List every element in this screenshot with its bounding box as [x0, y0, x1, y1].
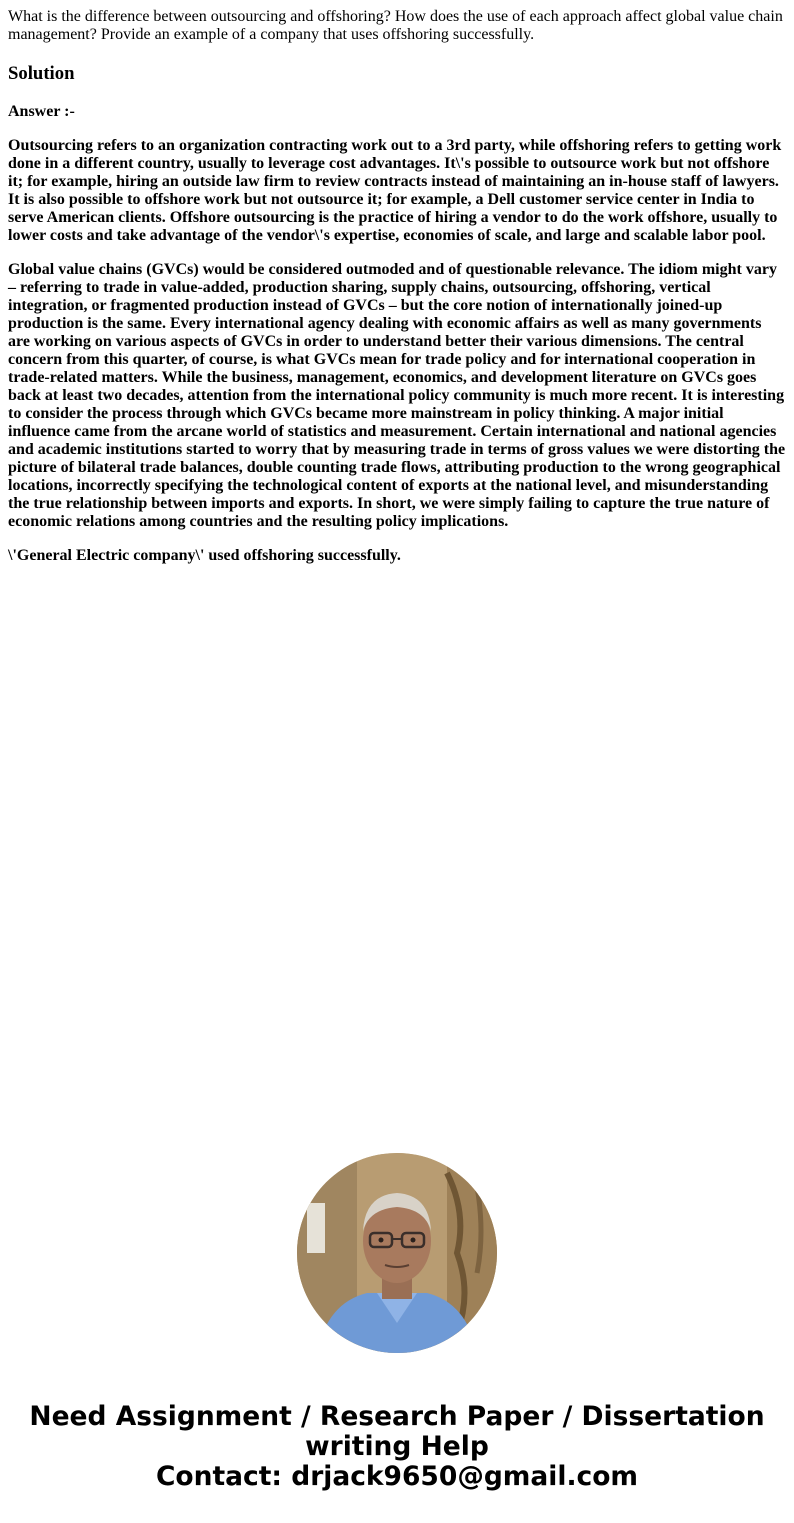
question-text: What is the difference between outsourcing and offshoring? How does the use of each approach affect global value chain management? Provide an example of a company that uses offshoring successfully. — [8, 8, 783, 43]
author-photo-icon — [297, 1153, 497, 1353]
promo-banner — [0, 1402, 794, 1492]
answer-heading: Answer :- — [8, 103, 75, 120]
solution-heading: Solution — [8, 63, 75, 84]
author-avatar — [297, 1153, 497, 1353]
promo-contact: Contact: drjack9650@gmail.com — [155, 1461, 639, 1492]
document-body — [8, 8, 786, 581]
answer-paragraph-example: \'General Electric company\' used offshoring successfully. — [8, 547, 401, 564]
answer-paragraph-outsourcing: Outsourcing refers to an organization contracting work out to a 3rd party, while offshoring refers to getting work done in a different country, usually to leverage cost advantages. It\'s possible to outsource work but not offshore it; for example, hiring an outside law firm to review contracts instead of maintaining an in-house staff of lawyers. It is also possible to offshore work but not outsource it; for example, a Dell customer service center in India to serve American clients. Offshore outsourcing is the practice of hiring a vendor to do the work offshore, usually to lower costs and take advantage of the vendor\'s expertise, economies of scale, and large and scalable labor pool. — [8, 137, 782, 244]
answer-paragraph-gvc: Global value chains (GVCs) would be considered outmoded and of questionable relevance. The idiom might vary – referring to trade in value-added, production sharing, supply chains, outsourcing, offshoring, vertical integration, or fragmented production instead of GVCs – but the core notion of internationally joined-up production is the same. Every international agency dealing with economic affairs as well as many governments are working on various aspects of GVCs in order to understand better their various dimensions. The central concern from this quarter, of course, is what GVCs mean for trade policy and for international cooperation in trade-related matters. While the business, management, economics, and development literature on GVCs goes back at least two decades, attention from the international policy community is much more recent. It is interesting to consider the process through which GVCs became more mainstream in policy thinking. A major initial influence came from the arcane world of statistics and measurement. Certain international and national agencies and academic institutions started to worry that by measuring trade in terms of gross values we were distorting the picture of bilateral trade balances, double counting trade flows, attributing production to the wrong geographical locations, incorrectly specifying the technological content of exports at the national level, and misunderstanding the true relationship between imports and exports. In short, we were simply failing to capture the true nature of economic relations among countries and the resulting policy implications. — [8, 261, 786, 530]
promo-line-2: writing Help — [305, 1431, 489, 1462]
promo-line-1: Need Assignment / Research Paper / Dissertation — [29, 1401, 765, 1432]
